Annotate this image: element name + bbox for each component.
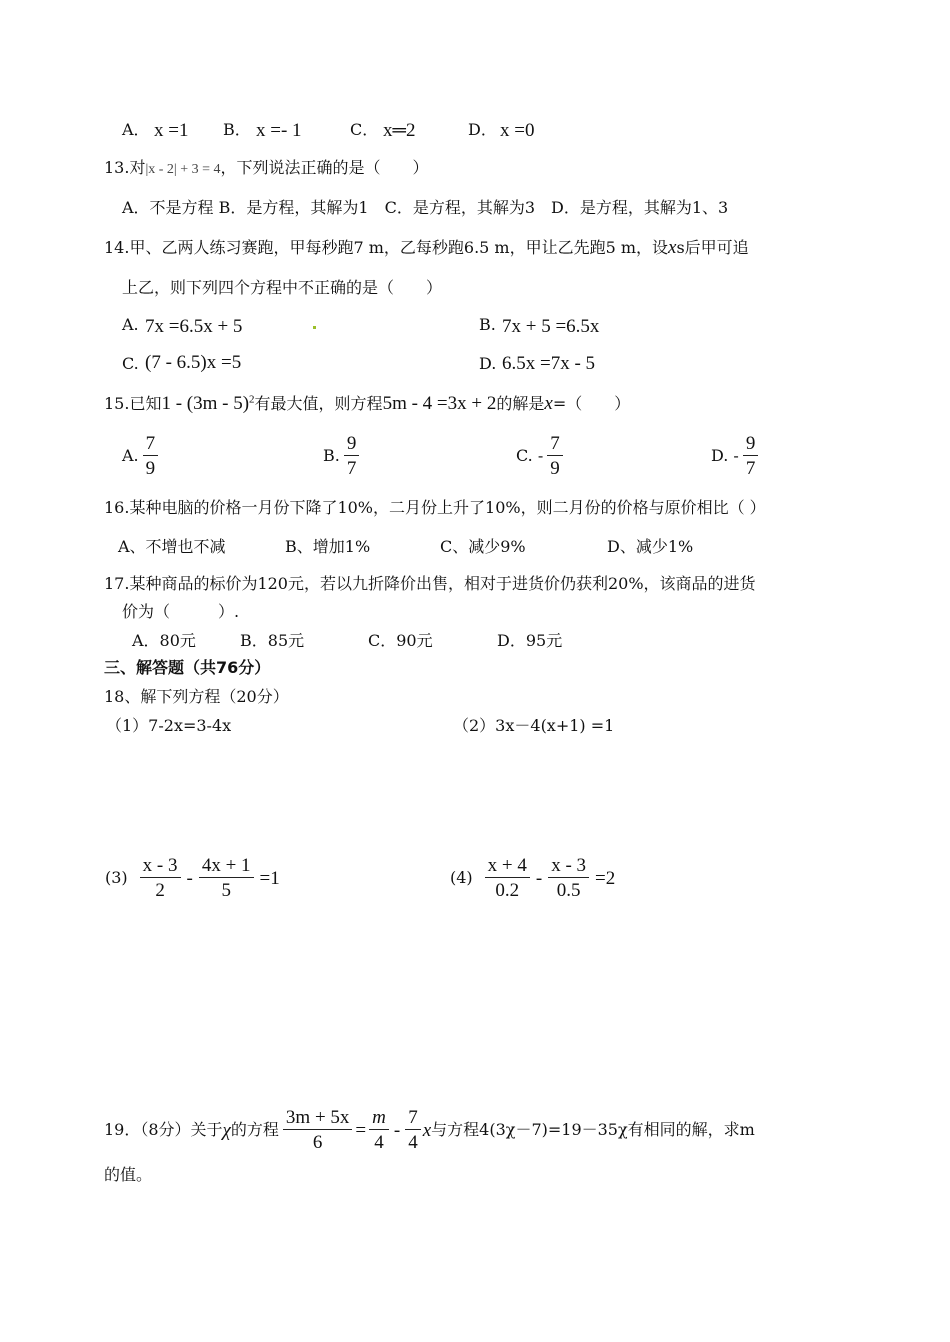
q14-option-a-equation: 7x =6.5x + 5 bbox=[145, 316, 243, 337]
q14-line2: 上乙，则下列四个方程中不正确的是（ ） bbox=[122, 278, 443, 297]
q16-option-a: A、不增也不减 bbox=[118, 537, 226, 556]
q15-option-b-label: B. bbox=[323, 446, 340, 465]
numerator: 3m + 5x bbox=[283, 1108, 353, 1130]
denominator: 9 bbox=[145, 458, 156, 479]
q12-option-d-equation: x =0 bbox=[500, 120, 535, 141]
minus-sign: - bbox=[535, 867, 543, 889]
numerator: 7 bbox=[547, 434, 563, 456]
rhs: =2 bbox=[595, 867, 616, 889]
q13-suffix: ，下列说法正确的是（ ） bbox=[220, 158, 429, 177]
numerator: 7 bbox=[143, 434, 159, 456]
numerator: m bbox=[369, 1108, 389, 1130]
q16-option-b: B、增加1% bbox=[285, 537, 371, 556]
q13-abs-equation: |x - 2| + 3 = 4 bbox=[145, 162, 221, 177]
q15-option-d-fraction bbox=[743, 434, 759, 478]
q16-option-d: D、减少1% bbox=[607, 537, 694, 556]
numerator: x + 4 bbox=[485, 856, 530, 878]
numerator: 7 bbox=[405, 1108, 421, 1130]
denominator: 4 bbox=[408, 1132, 418, 1153]
q15-option-a bbox=[122, 434, 158, 478]
equals-sign: = bbox=[355, 1119, 367, 1141]
q19-mid: 的方程 bbox=[230, 1120, 279, 1139]
q17-option-a: A．80元 bbox=[132, 631, 196, 650]
q14-option-d-equation: 6.5x =7x - 5 bbox=[502, 353, 596, 374]
q14-option-c-equation: (7 - 6.5)x =5 bbox=[145, 352, 242, 373]
denominator: 9 bbox=[550, 458, 560, 479]
q17-line2: 价为（ ）. bbox=[122, 602, 240, 621]
stray-dot bbox=[313, 326, 316, 329]
q12-option-b-label: B． bbox=[223, 120, 251, 139]
q14-line1a: 14.甲、乙两人练习赛跑，甲每秒跑7 m，乙每秒跑6.5 m，甲让乙先跑5 m，设 bbox=[104, 238, 669, 257]
q18-part3 bbox=[105, 856, 280, 900]
q12-option-d-label: D． bbox=[468, 120, 497, 139]
q17-option-c: C．90元 bbox=[368, 631, 433, 650]
q19-variable-2: x bbox=[422, 1119, 432, 1141]
minus-sign: - bbox=[186, 867, 193, 889]
q15-option-b bbox=[323, 434, 359, 478]
q14-option-c-label: C. bbox=[122, 354, 139, 373]
q14-line1b: s后甲可追 bbox=[676, 238, 749, 257]
numerator: x - 3 bbox=[548, 856, 589, 878]
denominator: 7 bbox=[745, 458, 756, 479]
q19-tail: 与方程4(3χ－7)=19－35χ有相同的解，求m bbox=[431, 1120, 755, 1139]
q13-stem bbox=[104, 160, 429, 177]
q16-option-c: C、减少9% bbox=[440, 537, 526, 556]
numerator: x - 3 bbox=[140, 856, 181, 878]
q15-option-b-fraction bbox=[344, 434, 360, 478]
q15-option-a-label: A. bbox=[122, 446, 139, 465]
q14-line1 bbox=[104, 238, 749, 257]
q19-prefix: 19．（8分）关于 bbox=[104, 1120, 223, 1139]
q12-option-a-equation: x =1 bbox=[154, 120, 189, 141]
q19-fraction-3 bbox=[405, 1108, 421, 1152]
q13-prefix: 13.对 bbox=[104, 158, 146, 177]
q19-variable: χ bbox=[222, 1119, 231, 1141]
q14-option-b-equation: 7x + 5 =6.5x bbox=[502, 316, 600, 337]
q15-suffix: =（ ） bbox=[552, 394, 631, 413]
q15-option-c-fraction bbox=[547, 434, 563, 478]
q12-option-b-equation: x =- 1 bbox=[256, 120, 302, 141]
denominator: 7 bbox=[346, 458, 357, 479]
q12-option-c-label: C． bbox=[350, 120, 379, 139]
section-heading: 三、解答题（共76分） bbox=[104, 658, 271, 677]
q13-options: A．不是方程 B．是方程，其解为1 C．是方程，其解为3 D．是方程，其解为1、3 bbox=[122, 198, 729, 217]
q17-line1: 17.某种商品的标价为120元，若以九折降价出售，相对于进货价仍获利20%，该商品的进货 bbox=[104, 574, 756, 593]
q16-stem: 16.某种电脑的价格一月份下降了10%，二月份上升了10%，则二月份的价格与原价相比（ ） bbox=[104, 498, 766, 517]
q18-part1: （1）7-2x=3-4x bbox=[106, 716, 232, 735]
numerator: 9 bbox=[743, 434, 759, 456]
q15-equation: 5m - 4 =3x + 2 bbox=[382, 393, 497, 414]
q14-variable: x bbox=[668, 237, 677, 258]
q15-prefix: 15.已知 bbox=[104, 394, 162, 413]
q19-fraction-1 bbox=[283, 1108, 353, 1152]
minus-sign: - bbox=[393, 1119, 401, 1141]
q18-part4-fraction-2 bbox=[548, 856, 589, 900]
q15-expression: 1 - (3m - 5) bbox=[161, 393, 250, 414]
q18-title: 18、解下列方程（20分） bbox=[104, 687, 289, 706]
q18-part2: （2）3x－4(x+1) =1 bbox=[453, 716, 615, 735]
q19-line1 bbox=[104, 1108, 755, 1152]
numerator: 9 bbox=[344, 434, 360, 456]
q15-mid: 有最大值，则方程 bbox=[254, 394, 383, 413]
q19-line2: 的值。 bbox=[104, 1165, 153, 1184]
q18-part3-label: (3) bbox=[105, 868, 128, 887]
q15-variable: x bbox=[544, 393, 553, 414]
q14-option-a-label: A. bbox=[122, 315, 139, 334]
q18-part4-label: (4) bbox=[450, 868, 473, 887]
q15-option-a-fraction bbox=[143, 434, 159, 478]
q18-part3-fraction-1 bbox=[140, 856, 181, 900]
q17-option-d: D．95元 bbox=[497, 631, 563, 650]
q15-mid2: 的解是 bbox=[496, 394, 545, 413]
denominator: 2 bbox=[155, 880, 165, 901]
denominator: 0.5 bbox=[556, 880, 581, 901]
denominator: 4 bbox=[374, 1132, 384, 1153]
q12-option-c-equation: x═2 bbox=[383, 120, 416, 141]
denominator: 0.2 bbox=[495, 880, 520, 901]
q19-fraction-2 bbox=[369, 1108, 389, 1152]
q17-option-b: B．85元 bbox=[240, 631, 305, 650]
numerator: 4x + 1 bbox=[199, 856, 254, 878]
q18-part4 bbox=[450, 856, 615, 900]
q14-option-d-label: D. bbox=[479, 354, 497, 373]
q15-option-d-label: D. - bbox=[711, 446, 739, 465]
q18-part4-fraction-1 bbox=[485, 856, 530, 900]
q18-part3-fraction-2 bbox=[199, 856, 254, 900]
rhs: =1 bbox=[259, 867, 280, 889]
denominator: 6 bbox=[312, 1132, 323, 1153]
q14-option-b-label: B. bbox=[479, 315, 496, 334]
denominator: 5 bbox=[221, 880, 231, 901]
q12-option-a-label: A． bbox=[122, 120, 150, 139]
q15-option-c-label: C. - bbox=[516, 446, 544, 465]
q15-option-d bbox=[711, 434, 758, 478]
q15-exponent: 2 bbox=[249, 393, 255, 406]
q15-stem bbox=[104, 394, 630, 413]
q15-option-c bbox=[516, 434, 563, 478]
